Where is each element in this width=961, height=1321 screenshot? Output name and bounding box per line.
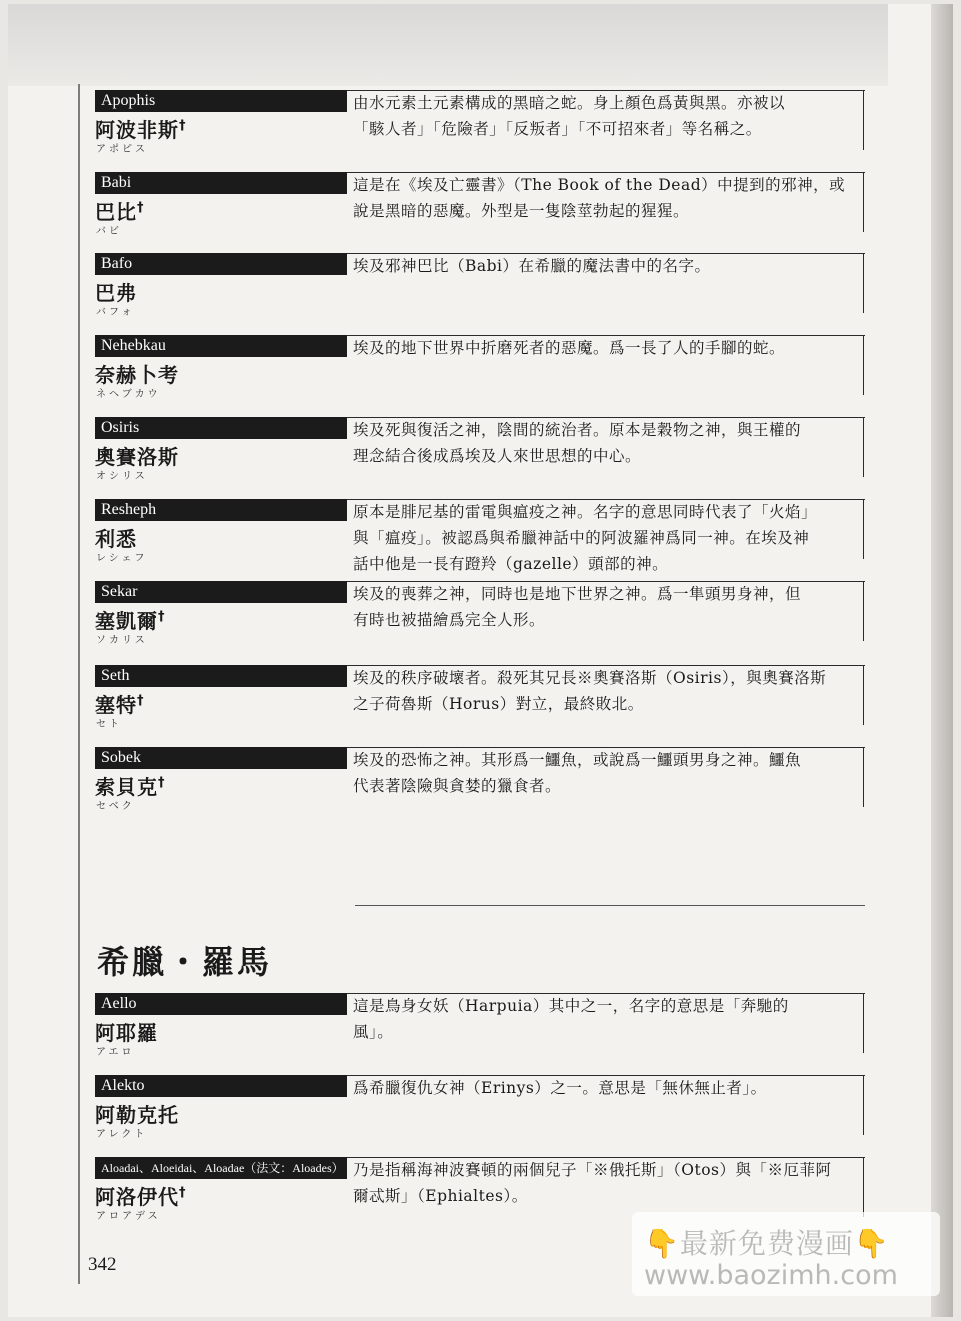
entry-latin-name: Apophis: [95, 90, 347, 112]
glossary-entry: [95, 665, 865, 729]
entry-right-rule: [863, 665, 864, 725]
entry-kana-reading: ソカリス: [96, 635, 148, 646]
description-line: 爾忒斯」（Ephialtes）。: [353, 1187, 528, 1205]
entry-description: [353, 335, 857, 361]
entry-kana-reading: オシリス: [96, 471, 148, 482]
entry-kana-reading: アポピス: [96, 144, 148, 155]
description-line: 這是鳥身女妖（Harpuia）其中之一，名字的意思是「奔馳的: [353, 997, 789, 1015]
watermark-line1: [644, 1222, 890, 1262]
description-line: 話中他是一長有蹬羚（gazelle）頭部的神。: [353, 555, 669, 573]
entry-right-rule: [863, 1157, 864, 1217]
description-line: 乃是指稱海神波賽頓的兩個兒子「※俄托斯」（Otos）與「※厄菲阿: [353, 1161, 832, 1179]
dagger-mark: †: [137, 693, 145, 709]
description-line: 原本是腓尼基的雷電與瘟疫之神。名字的意思同時代表了「火焰」: [353, 503, 818, 521]
watermark: [632, 1212, 940, 1296]
glossary-entry: [95, 993, 865, 1057]
entry-right-rule: [863, 90, 864, 150]
description-line: 理念結合後成爲埃及人來世思想的中心。: [353, 447, 642, 465]
entry-description: [353, 90, 857, 142]
entry-latin-name: Sekar: [95, 581, 347, 603]
entry-chinese-name-text: 阿洛伊代: [95, 1185, 179, 1209]
glossary-entry: [95, 1075, 865, 1139]
entry-right-rule: [863, 581, 864, 641]
entry-chinese-name-text: 阿勒克托: [95, 1103, 179, 1127]
entry-chinese-name-text: 奧賽洛斯: [95, 445, 179, 469]
description-line: 埃及的恐怖之神。其形爲一鱷魚，或說爲一鱷頭男身之神。鱷魚: [353, 751, 802, 769]
entry-chinese-name: [95, 359, 179, 388]
entry-description: [353, 747, 857, 799]
entry-kana-reading: レシェフ: [96, 553, 148, 564]
entry-chinese-name: [95, 523, 137, 552]
description-line: 埃及的地下世界中折磨死者的惡魔。爲一長了人的手腳的蛇。: [353, 339, 786, 357]
entry-chinese-name-text: 阿波非斯: [95, 118, 179, 142]
glossary-entry: [95, 417, 865, 481]
glossary-entry: [95, 335, 865, 399]
entry-kana-reading: ネヘブカウ: [96, 389, 161, 400]
entry-chinese-name: [95, 1099, 179, 1128]
entry-latin-name: Seth: [95, 665, 347, 687]
entry-chinese-name: [95, 1017, 158, 1046]
entry-kana-reading: セト: [96, 719, 122, 730]
entry-description: [353, 581, 857, 633]
glossary-entry: [95, 172, 865, 236]
section-divider: [355, 905, 865, 906]
entry-right-rule: [863, 499, 864, 559]
entry-chinese-name: [95, 277, 137, 306]
entry-chinese-name-text: 巴弗: [95, 281, 137, 305]
description-line: 爲希臘復仇女神（Erinys）之一。意思是「無休無止者」。: [353, 1079, 767, 1097]
description-line: 埃及死與復活之神，陰間的統治者。原本是穀物之神，與王權的: [353, 421, 802, 439]
entry-chinese-name-text: 阿耶羅: [95, 1021, 158, 1045]
dagger-mark: †: [179, 1185, 187, 1201]
dagger-mark: †: [158, 609, 166, 625]
entry-chinese-name: [95, 605, 166, 634]
description-line: 埃及邪神巴比（Babi）在希臘的魔法書中的名字。: [353, 257, 711, 275]
entry-right-rule: [863, 747, 864, 807]
entry-chinese-name: [95, 771, 166, 800]
description-line: 埃及的秩序破壞者。殺死其兄長※奧賽洛斯（Osiris），與奧賽洛斯: [353, 669, 827, 687]
watermark-url: www.baozimh.com: [644, 1260, 898, 1291]
margin-rule: [78, 84, 80, 1284]
entry-right-rule: [863, 993, 864, 1053]
entry-chinese-name-text: 塞凱爾: [95, 609, 158, 633]
glossary-entry: [95, 90, 865, 154]
entry-kana-reading: アロアデス: [96, 1211, 161, 1222]
entry-right-rule: [863, 1075, 864, 1135]
entry-chinese-name: [95, 689, 145, 718]
entry-description: [353, 1075, 857, 1101]
dagger-mark: †: [179, 118, 187, 134]
entry-kana-reading: アエロ: [96, 1047, 135, 1058]
entry-right-rule: [863, 172, 864, 232]
description-line: 有時也被描繪爲完全人形。: [353, 611, 546, 629]
entry-latin-name: Nehebkau: [95, 335, 347, 357]
entry-latin-name: Babi: [95, 172, 347, 194]
hand-pointing-down-icon: 👇: [853, 1227, 890, 1260]
entry-description: [353, 499, 857, 577]
entry-chinese-name: [95, 1181, 187, 1210]
entry-kana-reading: セベク: [96, 801, 135, 812]
entry-chinese-name-text: 利悉: [95, 527, 137, 551]
entry-right-rule: [863, 335, 864, 395]
entry-chinese-name-text: 索貝克: [95, 775, 158, 799]
description-line: 風」。: [353, 1023, 394, 1041]
entry-chinese-name-text: 塞特: [95, 693, 137, 717]
hand-pointing-down-icon: 👇: [644, 1227, 680, 1260]
description-line: 代表著陰險與貪婪的獵食者。: [353, 777, 562, 795]
entry-description: [353, 1157, 857, 1209]
entry-description: [353, 665, 857, 717]
page-gutter-shadow: [931, 4, 953, 1317]
entry-description: [353, 417, 857, 469]
entry-latin-name: Alekto: [95, 1075, 347, 1097]
dagger-mark: †: [158, 775, 166, 791]
entry-kana-reading: アレクト: [96, 1129, 148, 1140]
entry-chinese-name: [95, 196, 145, 225]
entry-right-rule: [863, 253, 864, 313]
entry-chinese-name-text: 奈赫卜考: [95, 363, 179, 387]
description-line: 「駭人者」「危險者」「反叛者」「不可招來者」等名稱之。: [353, 120, 762, 138]
description-line: 之子荷魯斯（Horus）對立，最終敗北。: [353, 695, 644, 713]
entry-description: [353, 172, 857, 224]
entry-chinese-name: [95, 114, 187, 143]
entry-latin-name: Resheph: [95, 499, 347, 521]
page-top-shadow: [8, 4, 888, 86]
entry-right-rule: [863, 417, 864, 477]
description-line: 埃及的喪葬之神，同時也是地下世界之神。爲一隼頭男身神，但: [353, 585, 802, 603]
description-line: 這是在《埃及亡靈書》（The Book of the Dead）中提到的邪神，或: [353, 176, 846, 194]
dagger-mark: †: [137, 200, 145, 216]
entry-latin-name: Sobek: [95, 747, 347, 769]
glossary-entry: [95, 499, 865, 573]
entry-latin-name: Osiris: [95, 417, 347, 439]
watermark-text: 最新免费漫画: [679, 1227, 854, 1260]
page-number: 342: [88, 1254, 117, 1275]
entry-description: [353, 993, 857, 1045]
glossary-entry: [95, 253, 865, 317]
glossary-entry: [95, 747, 865, 811]
entry-kana-reading: バフォ: [96, 307, 135, 318]
entry-latin-name: Aloadai、Aloeidai、Aloadae（法文：Aloades）: [95, 1157, 347, 1179]
glossary-entry: [95, 581, 865, 645]
entry-description: [353, 253, 857, 279]
entry-kana-reading: バビ: [96, 226, 122, 237]
entry-chinese-name: [95, 441, 179, 470]
entry-chinese-name-text: 巴比: [95, 200, 137, 224]
entry-latin-name: Aello: [95, 993, 347, 1015]
section-title: 希臘・羅馬: [97, 943, 273, 981]
description-line: 說是黑暗的惡魔。外型是一隻陰莖勃起的猩猩。: [353, 202, 690, 220]
description-line: 與「瘟疫」。被認爲與希臘神話中的阿波羅神爲同一神。在埃及神: [353, 529, 810, 547]
description-line: 由水元素土元素構成的黑暗之蛇。身上顏色爲黃與黑。亦被以: [353, 94, 786, 112]
entry-latin-name: Bafo: [95, 253, 347, 275]
